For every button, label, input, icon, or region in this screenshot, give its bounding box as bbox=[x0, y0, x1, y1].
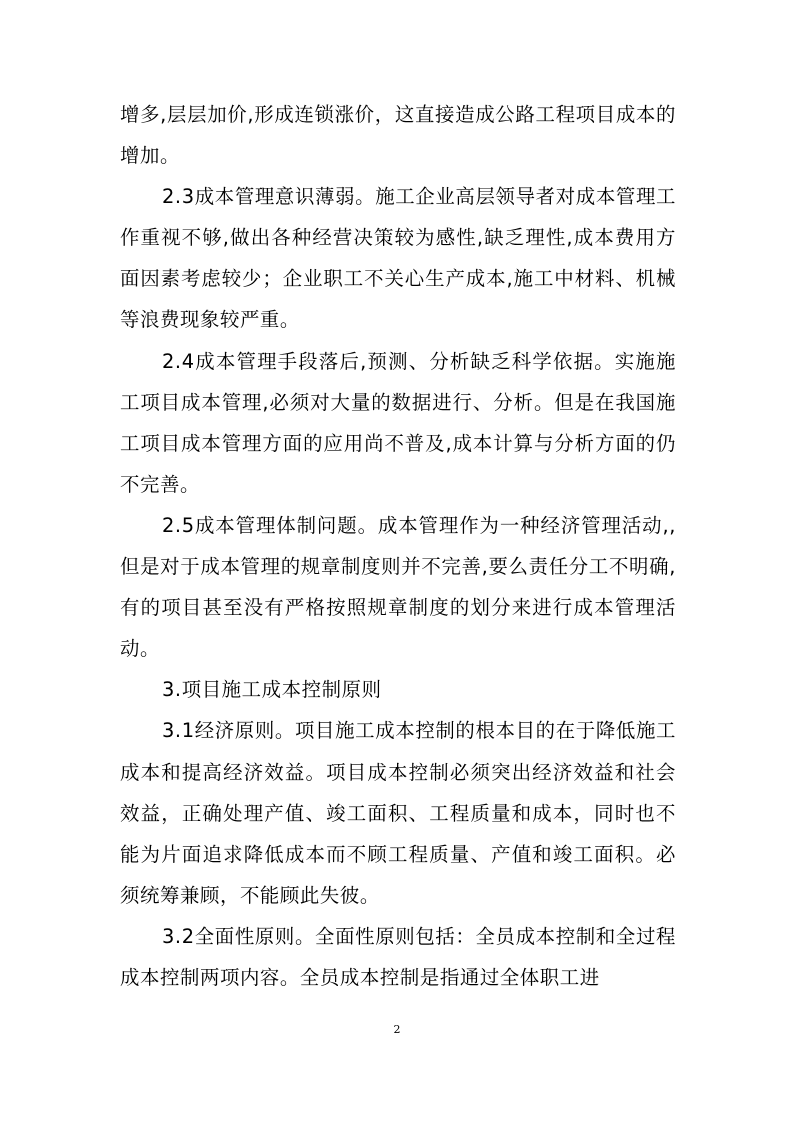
paragraph-3-1: 3.1经济原则。项目施工成本控制的根本目的在于降低施工成本和提高经济效益。项目成本控制必须突出经济效益和社会效益，正确处理产值、竣工面积、工程质量和成本，同时也不能为片面追求降低成本而不顾工程质量、产值和竣工面积。必须统筹兼顾，不能顾此失彼。 bbox=[120, 719, 676, 907]
paragraph-2-4: 2.4成本管理手段落后,预测、分析缺乏科学依据。实施施工项目成本管理,必须对大量的数据进行、分析。但是在我国施工项目成本管理方面的应用尚不普及,成本计算与分析方面的仍不完善。 bbox=[120, 349, 676, 496]
paragraph-2-5: 2.5成本管理体制问题。成本管理作为一种经济管理活动,,但是对于成本管理的规章制度则并不完善,要么责任分工不明确,有的项目甚至没有严格按照规章制度的划分来进行成本管理活动。 bbox=[120, 513, 676, 661]
paragraph-2-3: 2.3成本管理意识薄弱。施工企业高层领导者对成本管理工作重视不够,做出各种经营决策较为感性,缺乏理性,成本费用方面因素考虑较少；企业职工不关心生产成本,施工中材料、机械等浪费现象较严重。 bbox=[120, 185, 676, 332]
page-number: 2 bbox=[393, 1023, 401, 1036]
paragraph-3-2: 3.2全面性原则。全面性原则包括：全员成本控制和全过程成本控制两项内容。全员成本控制是指通过全体职工进 bbox=[120, 924, 676, 989]
body-text bbox=[120, 94, 676, 998]
section-heading-3: 3.项目施工成本控制原则 bbox=[162, 678, 382, 702]
paragraph-continuation: 增多,层层加价,形成连锁涨价，这直接造成公路工程项目成本的增加。 bbox=[120, 103, 676, 168]
